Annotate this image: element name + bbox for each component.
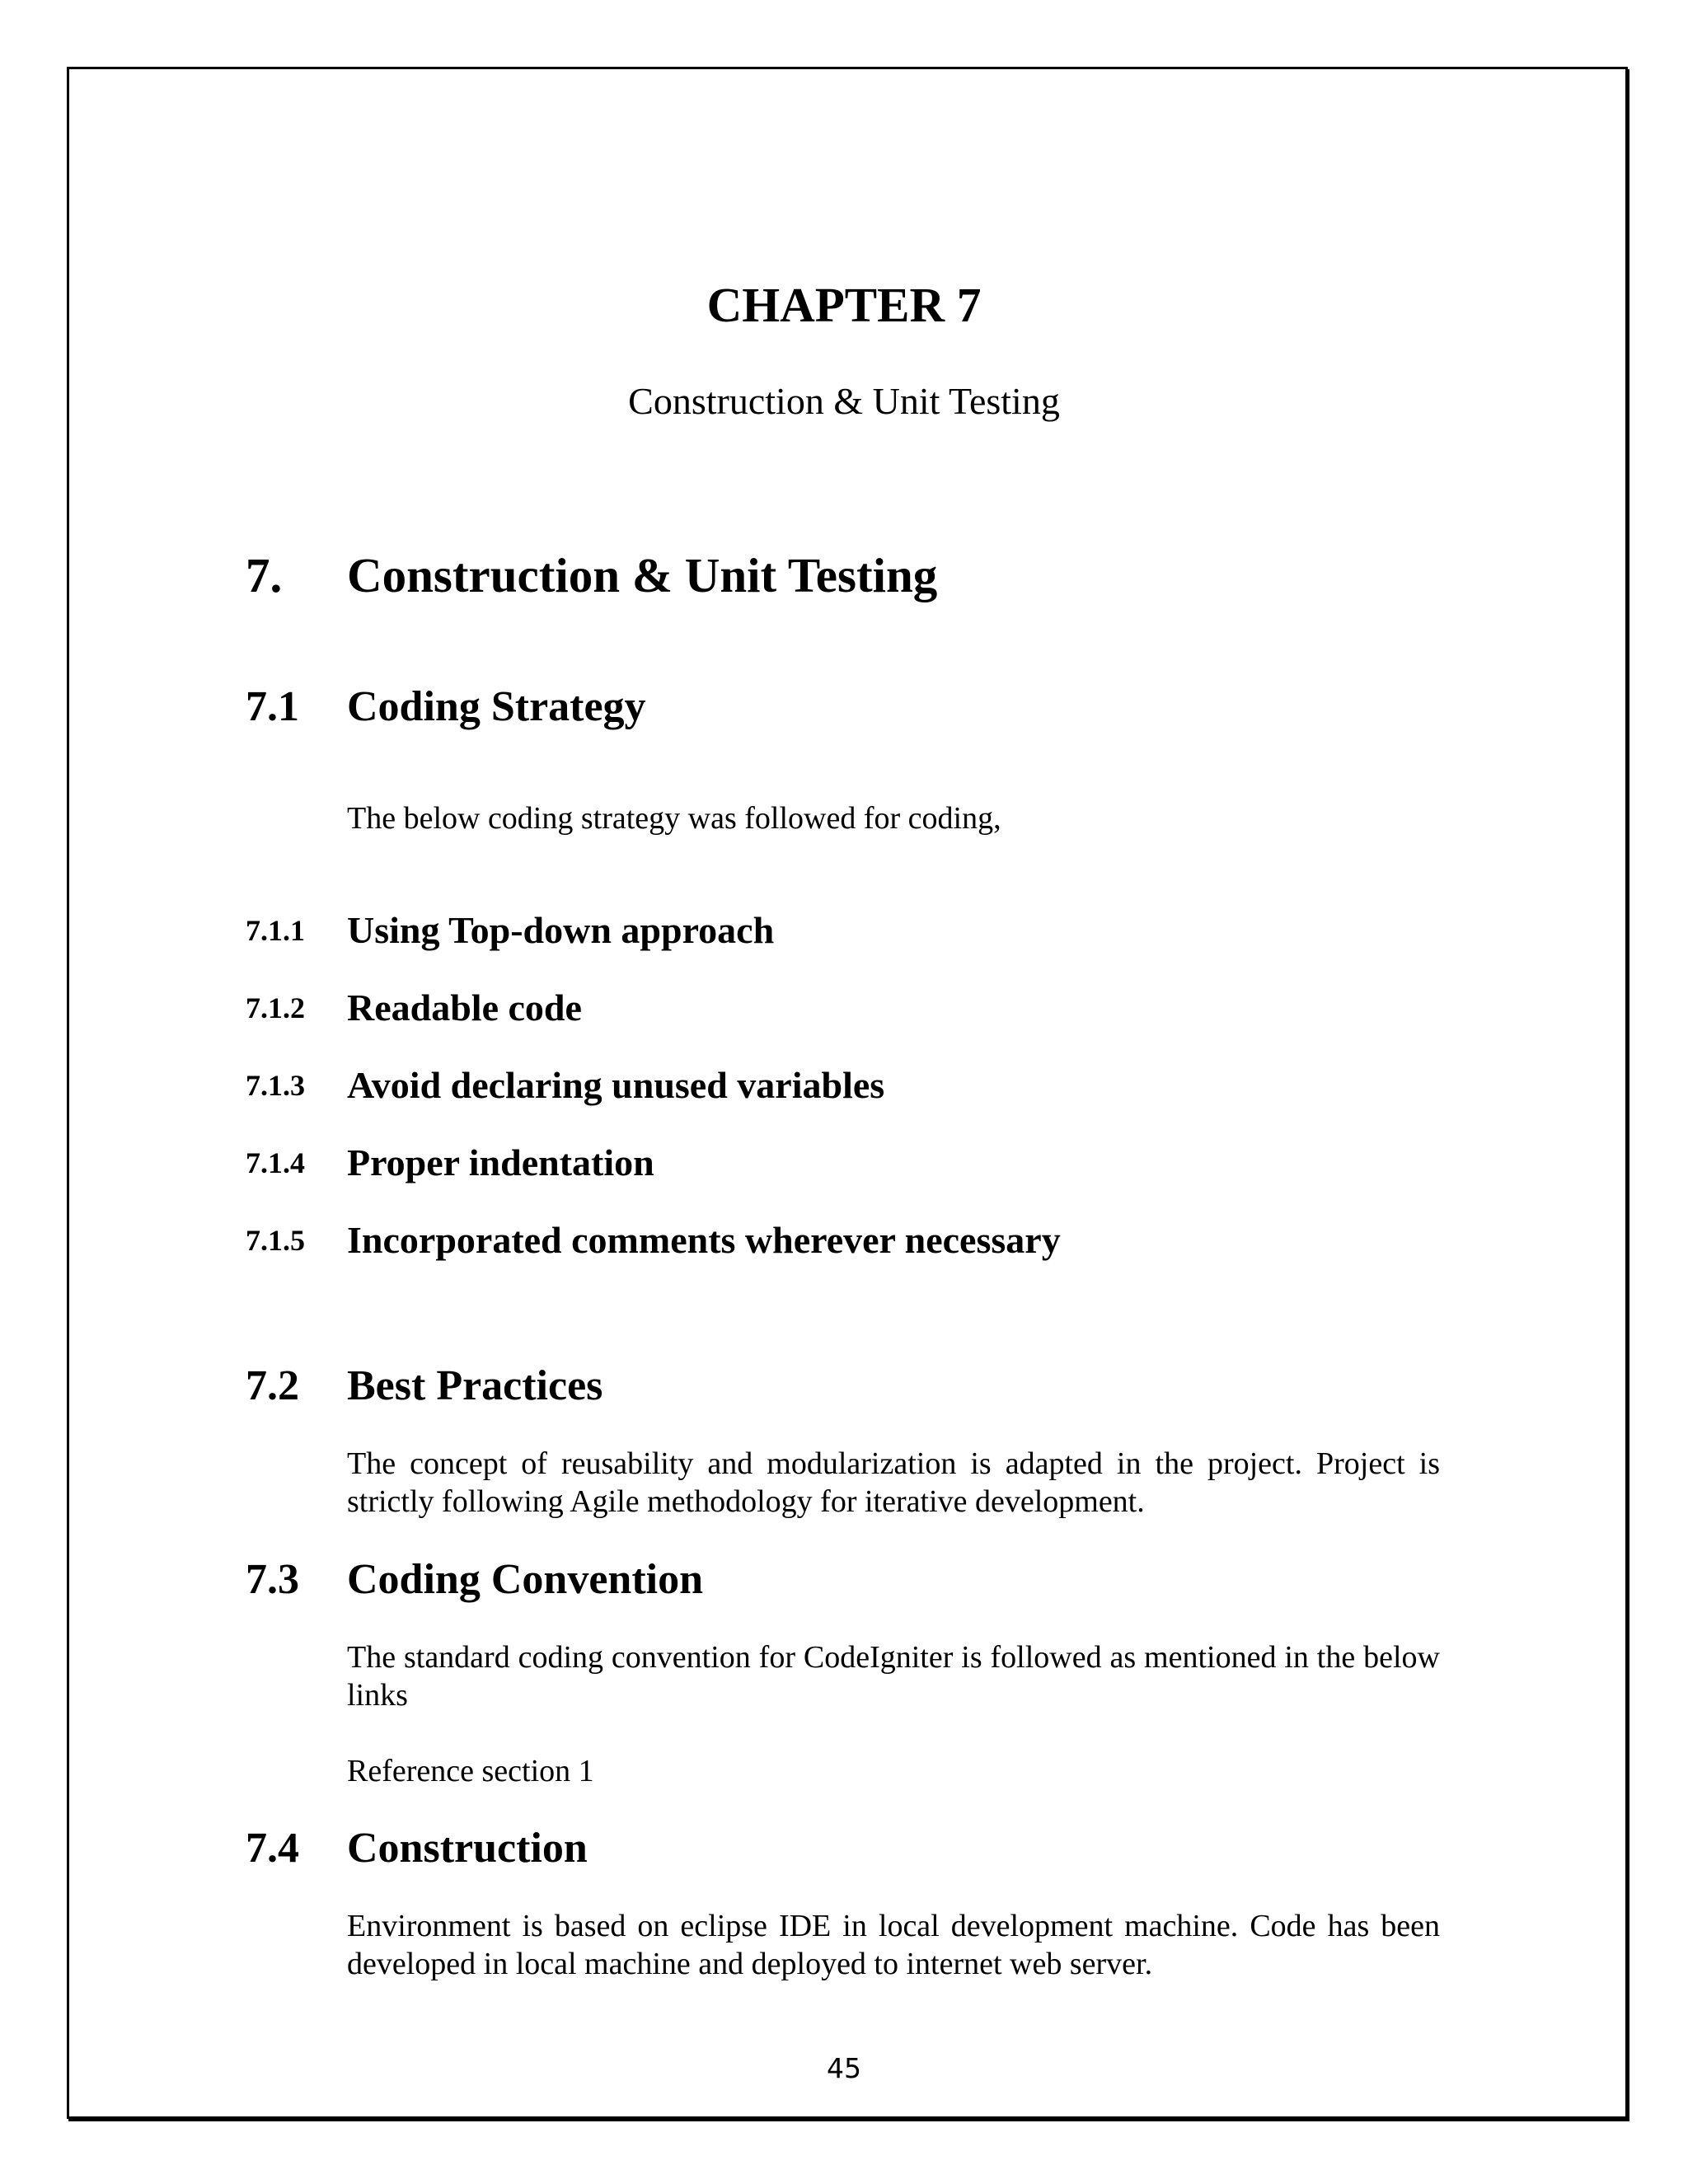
section-7-4-body: Environment is based on eclipse IDE in local development machine. Code has been developed in local machine and deployed to internet web server. — [347, 1909, 1440, 1981]
section-7-title: Construction & Unit Testing — [347, 548, 938, 602]
subsection-7-1-1-number: 7.1.1 — [246, 914, 305, 947]
subsection-7-1-2-title: Readable code — [347, 987, 582, 1029]
subsection-7-1-3-title: Avoid declaring unused variables — [347, 1064, 885, 1106]
subsection-7-1-4-number: 7.1.4 — [246, 1146, 305, 1179]
chapter-title: CHAPTER 7 — [706, 278, 982, 332]
section-7-3-number: 7.3 — [246, 1556, 299, 1603]
section-7-3-body: The standard coding convention for CodeIgniter is followed as mentioned in the below links — [347, 1640, 1440, 1713]
section-7-number: 7. — [246, 548, 283, 602]
section-7-2-number: 7.2 — [246, 1362, 299, 1409]
subsection-7-1-1-title: Using Top-down approach — [347, 909, 775, 951]
section-7-3-title: Coding Convention — [347, 1556, 703, 1603]
subsection-7-1-4-title: Proper indentation — [347, 1141, 654, 1183]
subsection-7-1-5-title: Incorporated comments wherever necessary — [347, 1219, 1061, 1261]
section-7-3-reference: Reference section 1 — [347, 1754, 594, 1788]
section-7-2-title: Best Practices — [347, 1362, 603, 1409]
subsection-7-1-5-number: 7.1.5 — [246, 1224, 305, 1257]
section-7-2-body: The concept of reusability and modularization is adapted in the project. Project is strictly following Agile methodology for iterative development. — [347, 1446, 1440, 1519]
section-7-1-intro: The below coding strategy was followed for coding, — [347, 801, 1001, 836]
subsection-7-1-2-number: 7.1.2 — [246, 991, 305, 1024]
section-7-1-title: Coding Strategy — [347, 683, 646, 730]
subsection-7-1-3-number: 7.1.3 — [246, 1069, 305, 1102]
section-7-1-number: 7.1 — [246, 683, 299, 730]
page-number: 45 — [827, 2052, 861, 2084]
section-7-4-title: Construction — [347, 1825, 588, 1872]
chapter-subtitle: Construction & Unit Testing — [628, 380, 1060, 422]
section-7-4-number: 7.4 — [246, 1825, 299, 1872]
